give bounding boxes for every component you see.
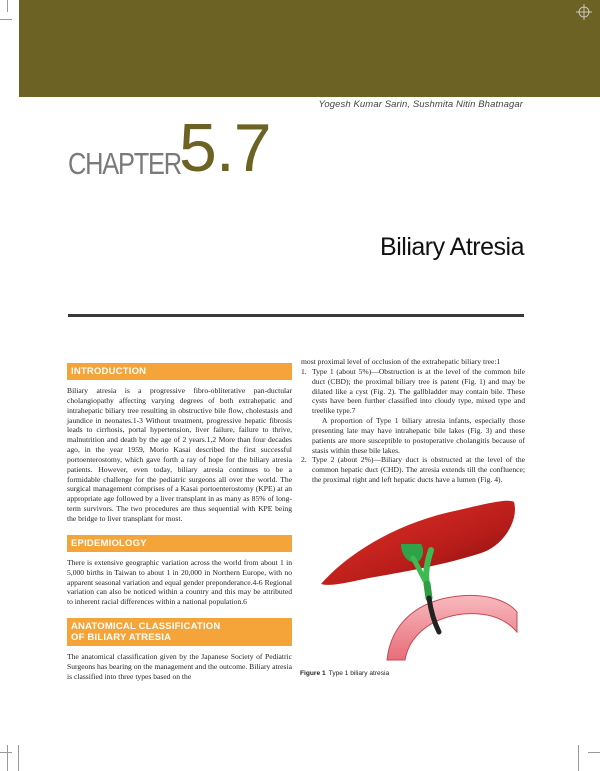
crop-mark <box>578 745 579 771</box>
header-banner <box>19 0 600 97</box>
section-heading: EPIDEMIOLOGY <box>67 535 292 552</box>
figure-label: Figure 1 <box>300 670 326 677</box>
chapter-authors: Yogesh Kumar Sarin, Sushmita Nitin Bhatnagar <box>318 99 523 110</box>
classification-lead: most proximal level of occlusion of the extrahepatic biliary tree:1 <box>301 357 501 366</box>
section-heading-line: ANATOMICAL CLASSIFICATION <box>71 621 221 633</box>
list-item <box>301 367 525 456</box>
crop-mark <box>7 0 8 12</box>
introduction-text: Biliary atresia is a progressive fibro-obliterative pan-ductular cholangiopathy affecting varying degrees of both extrahepatic and intrahepatic biliary tree resulting in obstructive bile flow, cholestasis and jaundice in neonates.1-3 Without treatment, progressive hepatic fibrosis leads to cirrhosis, portal hypertension, liver failure, failure to thrive, malnutrition and death by the age of 2 years.1,2 More than four decades ago, in the year 1959, Morio Kasai described the first successful portoenterostomy, which gave forth a ray of hope for the biliary atresia patients. However, even today, biliary atresia continues to be a formidable challenge for the pediatric surgeons all over the world. The surgical management comprises of a Kasai portoenterostomy (KPE) at an appropriate age followed by a liver transplant in as many as 85% of long-term survivors. The two procedures are thus sequential with KPE being the bridge to liver transplant for most. <box>67 386 292 523</box>
bile-duct-right <box>426 550 431 584</box>
duodenum-shape <box>387 595 517 660</box>
title-rule <box>68 314 524 317</box>
chapter-number: 5.7 <box>179 110 271 186</box>
figure-caption <box>300 670 389 677</box>
figure-biliary-illustration <box>309 492 519 662</box>
epidemiology-text: There is extensive geographic variation across the world from about 1 in 5,000 births in Taiwan to about 1 in 20,000 in Northern Europe, with no apparent seasonal variation and equal gender preponderance.4-6 Regional variation can also be noticed within a country and this may be attributed to inherent racial differences within a national population.6 <box>67 557 292 607</box>
list-subtext: A proportion of Type 1 biliary atresia infants, especially those presenting late may have intrahepatic bile lakes (Fig. 3) and these patients are more susceptible to postoperative cholangitis because of stasis within these bile lakes. <box>312 416 525 455</box>
right-column <box>301 357 525 485</box>
crop-mark <box>588 752 600 753</box>
crop-mark <box>0 19 12 20</box>
chapter-label: CHAPTER <box>68 146 181 181</box>
classification-text: The anatomical classification given by the Japanese Society of Pediatric Surgeons has bearing on the management and the outcome. Biliary atresia is classified into three types based on the <box>67 652 292 681</box>
section-heading: INTRODUCTION <box>67 363 292 380</box>
section-heading-line: OF BILIARY ATRESIA <box>71 632 172 644</box>
list-item <box>301 455 525 485</box>
crop-mark <box>7 745 8 771</box>
crop-mark <box>0 752 12 753</box>
crop-mark <box>18 745 19 771</box>
crop-target-icon <box>574 2 594 22</box>
left-column <box>67 363 292 682</box>
figure-caption-text: Type 1 biliary atresia <box>328 670 390 677</box>
list-text: Type 1 (about 5%)—Obstruction is at the level of the common bile duct (CBD); the proximal biliary tree is patent (Fig. 1) and may be dilated like a cyst (Fig. 2). The gallbladder may contain bile. These cysts have been further classified into cloudy type, mixed type and treelike type.7 <box>312 366 525 416</box>
list-number: 1. <box>301 366 307 376</box>
list-text: Type 2 (about 2%)—Biliary duct is obstructed at the level of the common hepatic duct (CHD). The atresia extends till the confluence; the proximal right and left hepatic ducts have a lumen (Fig. 4). <box>312 455 525 485</box>
chapter-title: Biliary Atresia <box>380 233 524 261</box>
list-number: 2. <box>301 455 307 465</box>
section-heading <box>67 618 292 646</box>
